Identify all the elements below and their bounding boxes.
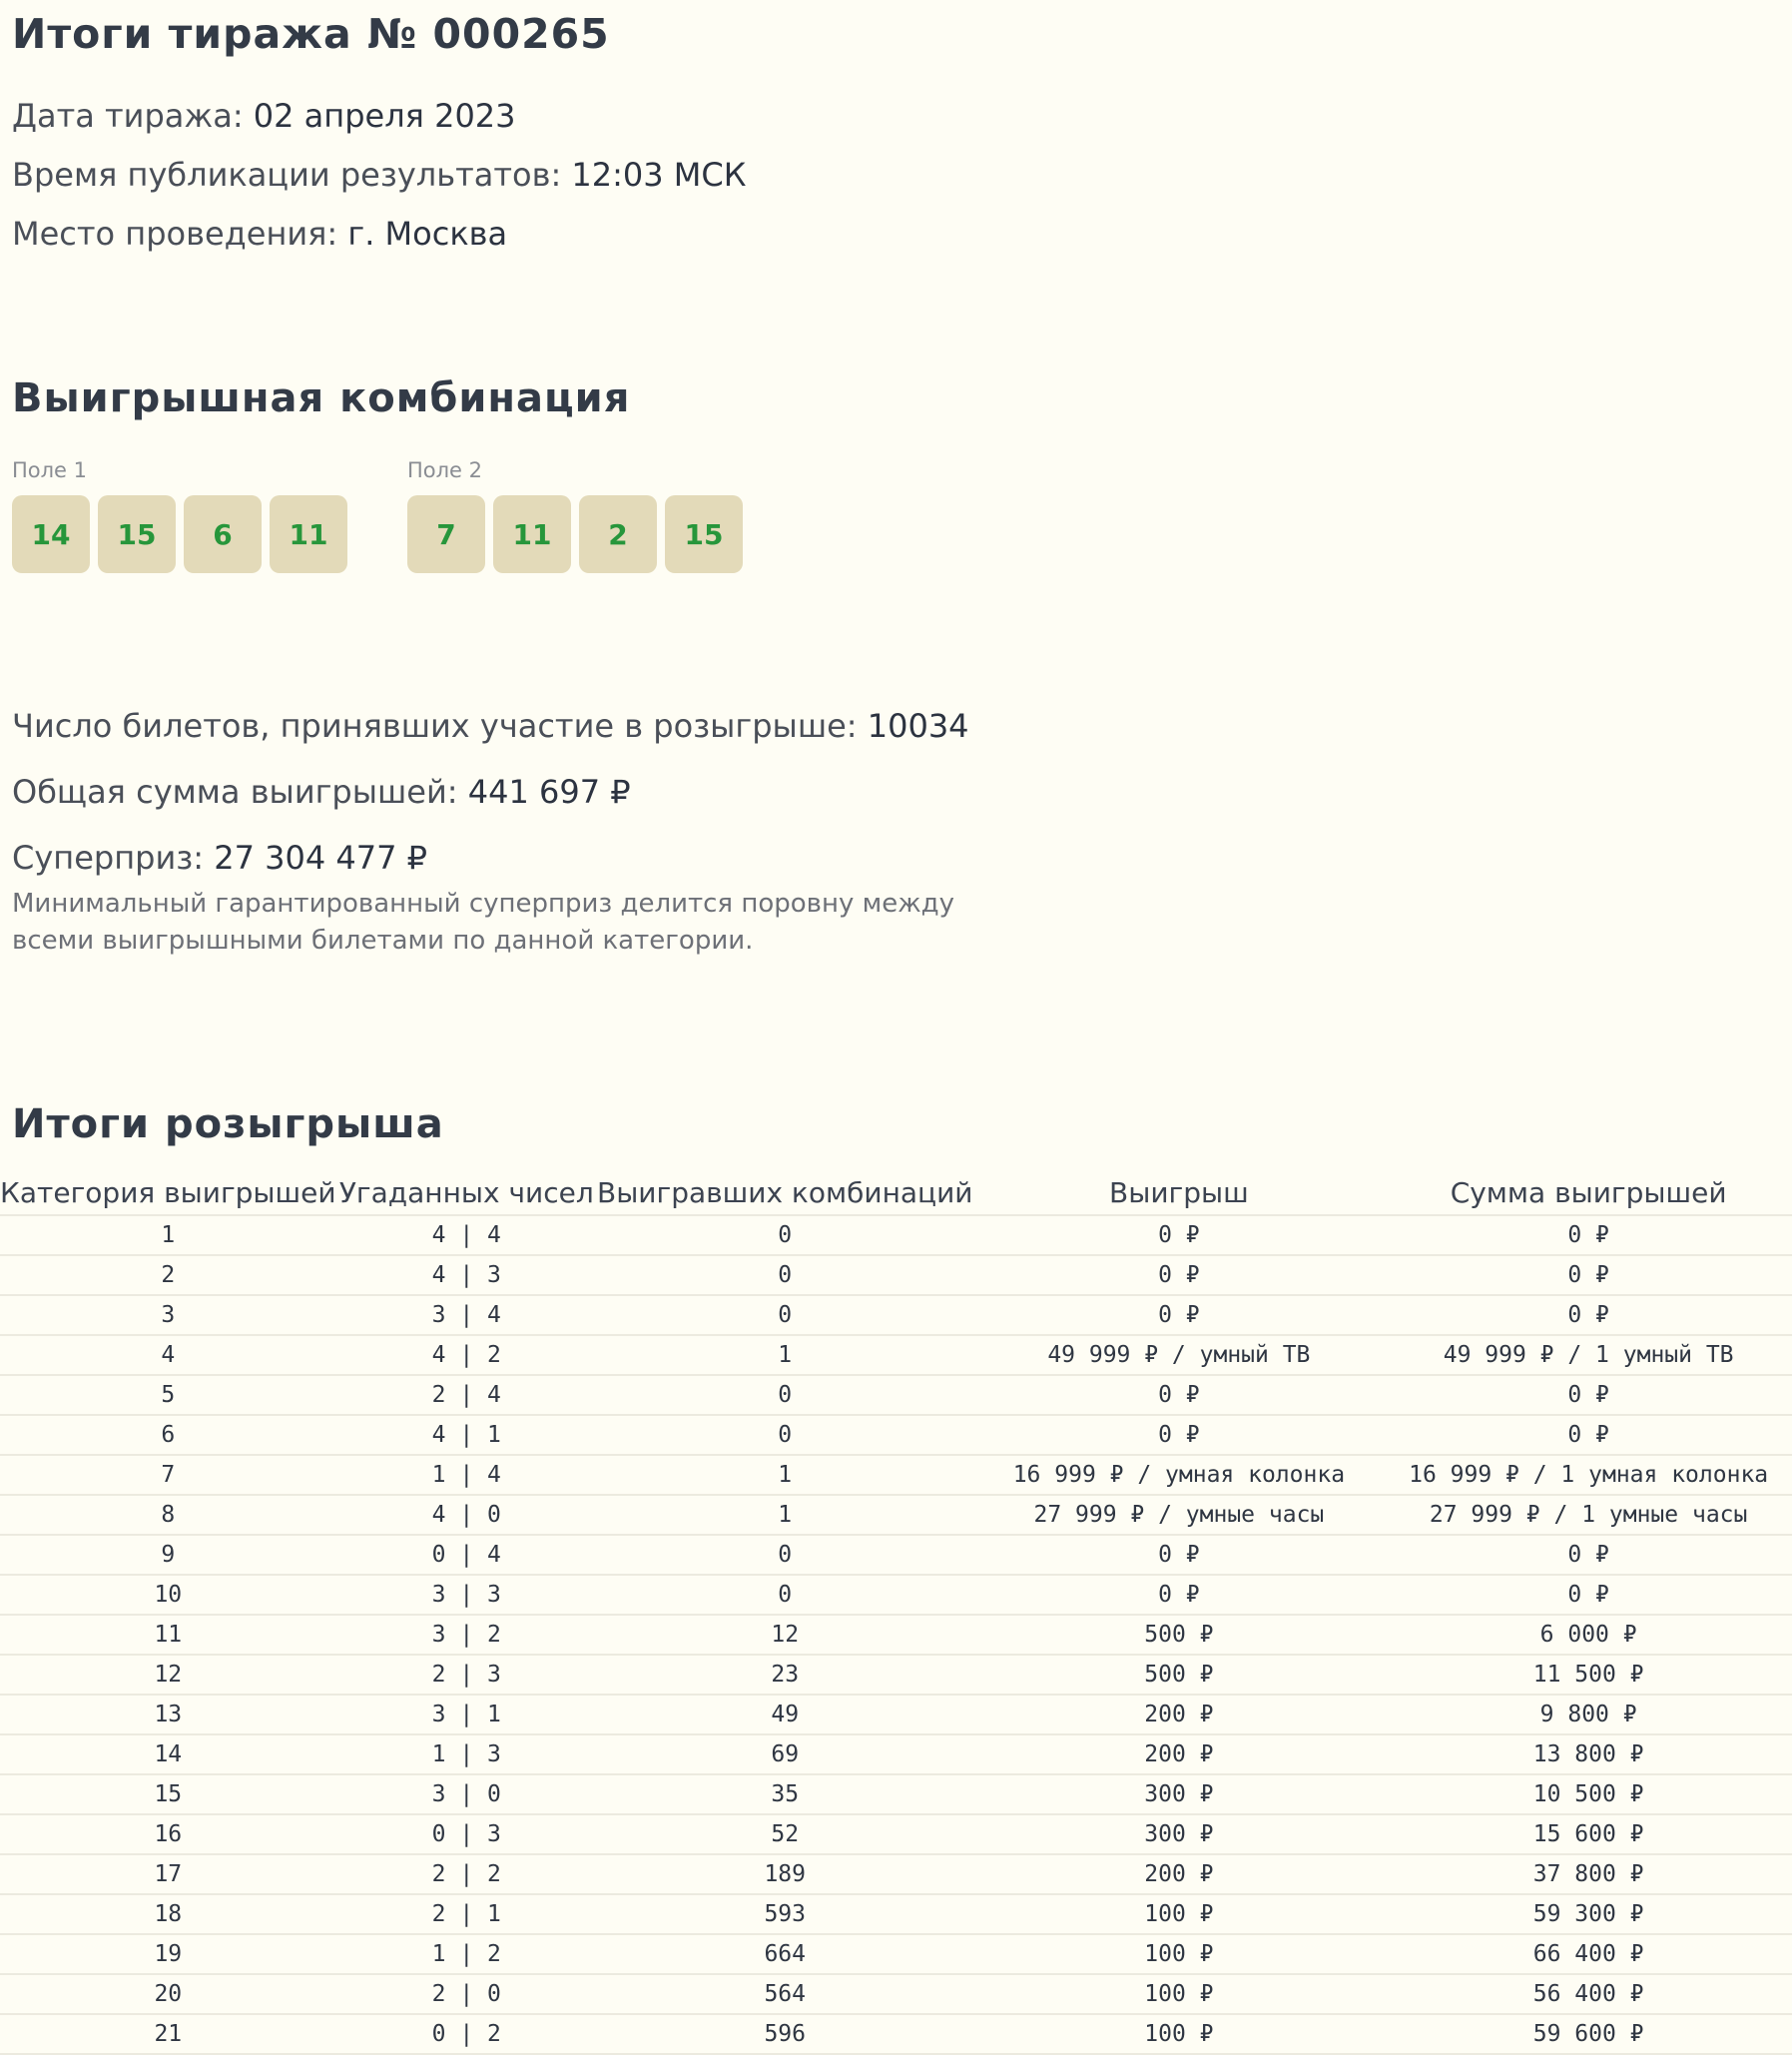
prize-cell: 27 999 ₽ / умные часы [972, 1495, 1385, 1535]
category-cell: 12 [0, 1655, 336, 1695]
category-cell: 15 [0, 1774, 336, 1814]
tickets-count-value: 10034 [867, 707, 969, 745]
prize-cell: 500 ₽ [972, 1655, 1385, 1695]
winning-combinations-cell: 52 [597, 1814, 973, 1854]
category-cell: 19 [0, 1934, 336, 1974]
number-ball: 14 [12, 495, 90, 573]
number-ball: 15 [98, 495, 176, 573]
matched-cell: 4 | 1 [336, 1415, 597, 1455]
total-winnings-value: 441 697 ₽ [467, 773, 631, 811]
winning-combinations-cell: 664 [597, 1934, 973, 1974]
prize-cell: 0 ₽ [972, 1295, 1385, 1335]
winning-combinations-cell: 69 [597, 1734, 973, 1774]
category-cell: 1 [0, 1215, 336, 1255]
category-cell: 4 [0, 1335, 336, 1375]
prize-cell: 0 ₽ [972, 1375, 1385, 1415]
winning-combinations-cell: 1 [597, 1335, 973, 1375]
category-cell: 5 [0, 1375, 336, 1415]
category-cell: 21 [0, 2014, 336, 2054]
number-ball: 6 [184, 495, 262, 573]
matched-cell: 3 | 0 [336, 1774, 597, 1814]
winning-combinations-cell: 23 [597, 1655, 973, 1695]
table-row [0, 1734, 1792, 1774]
winning-combinations-cell: 0 [597, 1215, 973, 1255]
table-row [0, 1934, 1792, 1974]
number-ball: 11 [270, 495, 347, 573]
prize-total-cell: 0 ₽ [1385, 1575, 1792, 1615]
matched-cell: 4 | 4 [336, 1215, 597, 1255]
category-cell: 17 [0, 1854, 336, 1894]
prize-cell: 100 ₽ [972, 1974, 1385, 2014]
prize-total-cell: 11 500 ₽ [1385, 1655, 1792, 1695]
prize-total-cell: 27 999 ₽ / 1 умные часы [1385, 1495, 1792, 1535]
category-cell: 2 [0, 1255, 336, 1295]
table-row [0, 1495, 1792, 1535]
winning-combinations-cell: 12 [597, 1615, 973, 1655]
field-2 [407, 455, 743, 573]
draw-place [12, 212, 507, 256]
winning-combinations-cell: 0 [597, 1535, 973, 1575]
prize-cell: 300 ₽ [972, 1774, 1385, 1814]
column-header: Категория выигрышей [0, 1170, 336, 1215]
category-cell: 8 [0, 1495, 336, 1535]
prize-total-cell: 49 999 ₽ / 1 умный ТВ [1385, 1335, 1792, 1375]
draw-place-value: г. Москва [347, 215, 508, 253]
winning-combinations-cell: 0 [597, 1375, 973, 1415]
matched-cell: 3 | 4 [336, 1295, 597, 1335]
prize-total-cell: 0 ₽ [1385, 1415, 1792, 1455]
number-ball: 2 [579, 495, 657, 573]
prize-total-cell: 0 ₽ [1385, 1295, 1792, 1335]
winning-combinations-cell: 593 [597, 1894, 973, 1934]
prize-cell: 16 999 ₽ / умная колонка [972, 1455, 1385, 1495]
prize-cell: 0 ₽ [972, 1575, 1385, 1615]
table-row [0, 1615, 1792, 1655]
prize-cell: 0 ₽ [972, 1255, 1385, 1295]
winning-combinations-cell: 0 [597, 1415, 973, 1455]
prize-total-cell: 6 000 ₽ [1385, 1615, 1792, 1655]
prize-total-cell: 0 ₽ [1385, 1215, 1792, 1255]
field-1-numbers [12, 495, 347, 573]
prize-total-cell: 9 800 ₽ [1385, 1695, 1792, 1734]
page-title: Итоги тиража № 000265 [12, 10, 610, 58]
prize-total-cell: 16 999 ₽ / 1 умная колонка [1385, 1455, 1792, 1495]
category-cell: 18 [0, 1894, 336, 1934]
matched-cell: 0 | 4 [336, 1535, 597, 1575]
matched-cell: 0 | 3 [336, 1814, 597, 1854]
category-cell: 9 [0, 1535, 336, 1575]
prize-cell: 200 ₽ [972, 1854, 1385, 1894]
draw-date-label: Дата тиража: [12, 97, 244, 135]
column-header: Выигравших комбинаций [597, 1170, 973, 1215]
table-row [0, 1575, 1792, 1615]
number-ball: 15 [665, 495, 743, 573]
winning-combinations-cell: 0 [597, 1295, 973, 1335]
table-row [0, 1655, 1792, 1695]
prize-cell: 200 ₽ [972, 1734, 1385, 1774]
table-row [0, 1854, 1792, 1894]
matched-cell: 2 | 3 [336, 1655, 597, 1695]
column-header: Выигрыш [972, 1170, 1385, 1215]
prize-cell: 100 ₽ [972, 1934, 1385, 1974]
winning-combinations-cell: 35 [597, 1774, 973, 1814]
matched-cell: 1 | 3 [336, 1734, 597, 1774]
prize-cell: 300 ₽ [972, 1814, 1385, 1854]
prize-cell: 0 ₽ [972, 1415, 1385, 1455]
matched-cell: 1 | 2 [336, 1934, 597, 1974]
prize-total-cell: 13 800 ₽ [1385, 1734, 1792, 1774]
winning-combinations-cell: 1 [597, 1495, 973, 1535]
table-row [0, 1215, 1792, 1255]
combination-title: Выигрышная комбинация [12, 375, 631, 421]
results-title: Итоги розыгрыша [12, 1101, 444, 1147]
superprize-value: 27 304 477 ₽ [214, 839, 427, 877]
matched-cell: 3 | 2 [336, 1615, 597, 1655]
publication-time-label: Время публикации результатов: [12, 156, 562, 194]
matched-cell: 2 | 0 [336, 1974, 597, 2014]
table-row [0, 1894, 1792, 1934]
winning-combinations-cell: 596 [597, 2014, 973, 2054]
winning-combinations-cell: 564 [597, 1974, 973, 2014]
table-row [0, 1774, 1792, 1814]
table-header-row [0, 1170, 1792, 1215]
table-row [0, 1295, 1792, 1335]
category-cell: 14 [0, 1734, 336, 1774]
draw-date-value: 02 апреля 2023 [253, 97, 516, 135]
winning-combinations-cell: 0 [597, 1575, 973, 1615]
matched-cell: 3 | 3 [336, 1575, 597, 1615]
table-row [0, 1375, 1792, 1415]
table-row [0, 1814, 1792, 1854]
matched-cell: 2 | 2 [336, 1854, 597, 1894]
table-row [0, 1455, 1792, 1495]
draw-place-label: Место проведения: [12, 215, 338, 253]
prize-cell: 500 ₽ [972, 1615, 1385, 1655]
category-cell: 7 [0, 1455, 336, 1495]
field-1 [12, 455, 347, 573]
number-ball: 11 [493, 495, 571, 573]
table-row [0, 1974, 1792, 2014]
category-cell: 3 [0, 1295, 336, 1335]
winning-combinations-cell: 1 [597, 1455, 973, 1495]
prize-total-cell: 66 400 ₽ [1385, 1934, 1792, 1974]
total-winnings [12, 770, 631, 814]
prize-cell: 200 ₽ [972, 1695, 1385, 1734]
publication-time [12, 153, 746, 197]
field-2-label: Поле 2 [407, 458, 483, 482]
category-cell: 20 [0, 1974, 336, 2014]
matched-cell: 4 | 2 [336, 1335, 597, 1375]
prize-cell: 49 999 ₽ / умный ТВ [972, 1335, 1385, 1375]
number-ball: 7 [407, 495, 485, 573]
matched-cell: 3 | 1 [336, 1695, 597, 1734]
matched-cell: 4 | 0 [336, 1495, 597, 1535]
prize-total-cell: 0 ₽ [1385, 1535, 1792, 1575]
category-cell: 11 [0, 1615, 336, 1655]
field-1-label: Поле 1 [12, 458, 88, 482]
prize-total-cell: 59 300 ₽ [1385, 1894, 1792, 1934]
prize-total-cell: 0 ₽ [1385, 1255, 1792, 1295]
results-table-body [0, 1215, 1792, 2054]
superprize-note: Минимальный гарантированный суперприз делится поровну между всеми выигрышными билетами по данной категории. [12, 889, 955, 956]
results-table [0, 1170, 1792, 2055]
category-cell: 10 [0, 1575, 336, 1615]
column-header: Угаданных чисел [336, 1170, 597, 1215]
table-row [0, 1335, 1792, 1375]
category-cell: 16 [0, 1814, 336, 1854]
table-row [0, 1415, 1792, 1455]
table-row [0, 1255, 1792, 1295]
table-row [0, 2014, 1792, 2054]
prize-total-cell: 56 400 ₽ [1385, 1974, 1792, 2014]
winning-combinations-cell: 189 [597, 1854, 973, 1894]
tickets-count [12, 704, 969, 748]
matched-cell: 2 | 1 [336, 1894, 597, 1934]
prize-total-cell: 59 600 ₽ [1385, 2014, 1792, 2054]
column-header: Сумма выигрышей [1385, 1170, 1792, 1215]
matched-cell: 1 | 4 [336, 1455, 597, 1495]
table-row [0, 1695, 1792, 1734]
superprize [12, 836, 427, 880]
prize-total-cell: 37 800 ₽ [1385, 1854, 1792, 1894]
prize-cell: 0 ₽ [972, 1535, 1385, 1575]
category-cell: 13 [0, 1695, 336, 1734]
tickets-count-label: Число билетов, принявших участие в розыгрыше: [12, 707, 858, 745]
prize-cell: 100 ₽ [972, 2014, 1385, 2054]
winning-combinations-cell: 49 [597, 1695, 973, 1734]
superprize-label: Суперприз: [12, 839, 205, 877]
matched-cell: 4 | 3 [336, 1255, 597, 1295]
draw-date [12, 94, 516, 138]
prize-total-cell: 0 ₽ [1385, 1375, 1792, 1415]
prize-total-cell: 15 600 ₽ [1385, 1814, 1792, 1854]
total-winnings-label: Общая сумма выигрышей: [12, 773, 458, 811]
category-cell: 6 [0, 1415, 336, 1455]
prize-cell: 0 ₽ [972, 1215, 1385, 1255]
prize-cell: 100 ₽ [972, 1894, 1385, 1934]
prize-total-cell: 10 500 ₽ [1385, 1774, 1792, 1814]
table-row [0, 1535, 1792, 1575]
publication-time-value: 12:03 МСК [571, 156, 747, 194]
matched-cell: 0 | 2 [336, 2014, 597, 2054]
field-2-numbers [407, 495, 743, 573]
matched-cell: 2 | 4 [336, 1375, 597, 1415]
winning-combinations-cell: 0 [597, 1255, 973, 1295]
